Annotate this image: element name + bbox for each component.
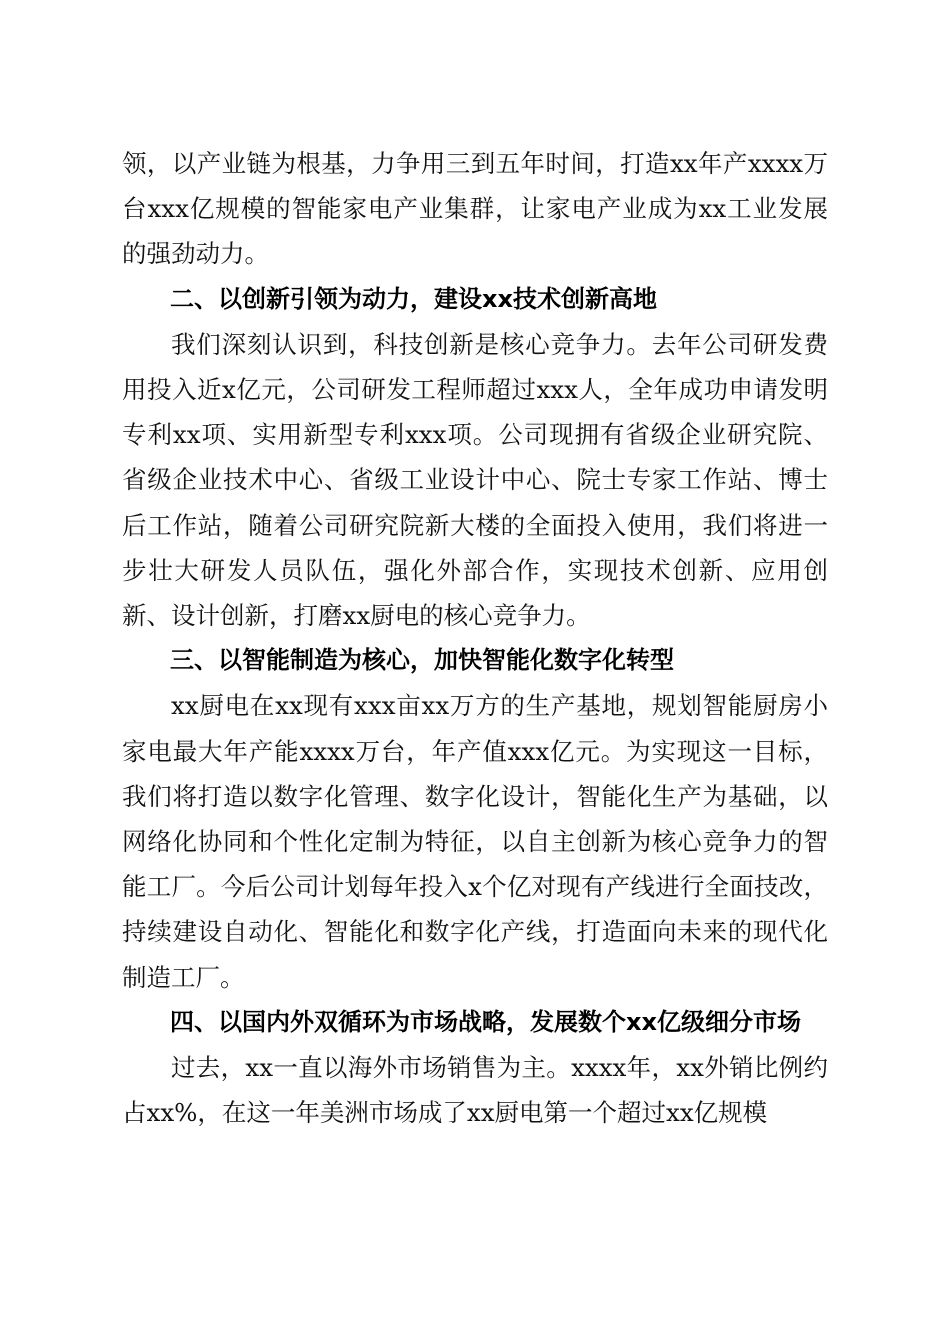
paragraph-manufacturing: xx厨电在xx现有xxx亩xx万方的生产基地，规划智能厨房小家电最大年产能xxxx万台，年产值xxx亿元。为实现这一目标，我们将打造以数字化管理、数字化设计，智能化生产为基础，以网络化协同和个性化定制为特征，以自主创新为核心竞争力的智能工厂。今后公司计划每年投入x个亿对现有产线进行全面技改，持续建设自动化、智能化和数字化产线，打造面向未来的现代化制造工厂。 — [122, 691, 828, 992]
paragraph-market: 过去，xx一直以海外市场销售为主。xxxx年，xx外销比例约占xx%，在这一年美洲市场成了xx厨电第一个超过xx亿规模 — [122, 1053, 828, 1128]
document-body — [122, 141, 828, 1135]
paragraph-continued: 领，以产业链为根基，力争用三到五年时间，打造xx年产xxxx万台xxx亿规模的智能家电产业集群，让家电产业成为xx工业发展的强劲动力。 — [122, 149, 828, 269]
section-heading-2: 二、以创新引领为动力，建设xx技术创新高地 — [170, 284, 657, 313]
section-heading-3: 三、以智能制造为核心，加快智能化数字化转型 — [170, 646, 674, 675]
paragraph-innovation: 我们深刻认识到，科技创新是核心竞争力。去年公司研发费用投入近x亿元，公司研发工程师超过xxx人，全年成功申请发明专利xx项、实用新型专利xxx项。公司现拥有省级企业研究院、省级企业技术中心、省级工业设计中心、院士专家工作站、博士后工作站，随着公司研究院新大楼的全面投入使用，我们将进一步壮大研发人员队伍，强化外部合作，实现技术创新、应用创新、设计创新，打磨xx厨电的核心竞争力。 — [122, 329, 828, 631]
section-heading-4: 四、以国内外双循环为市场战略，发展数个xx亿级细分市场 — [170, 1007, 801, 1036]
